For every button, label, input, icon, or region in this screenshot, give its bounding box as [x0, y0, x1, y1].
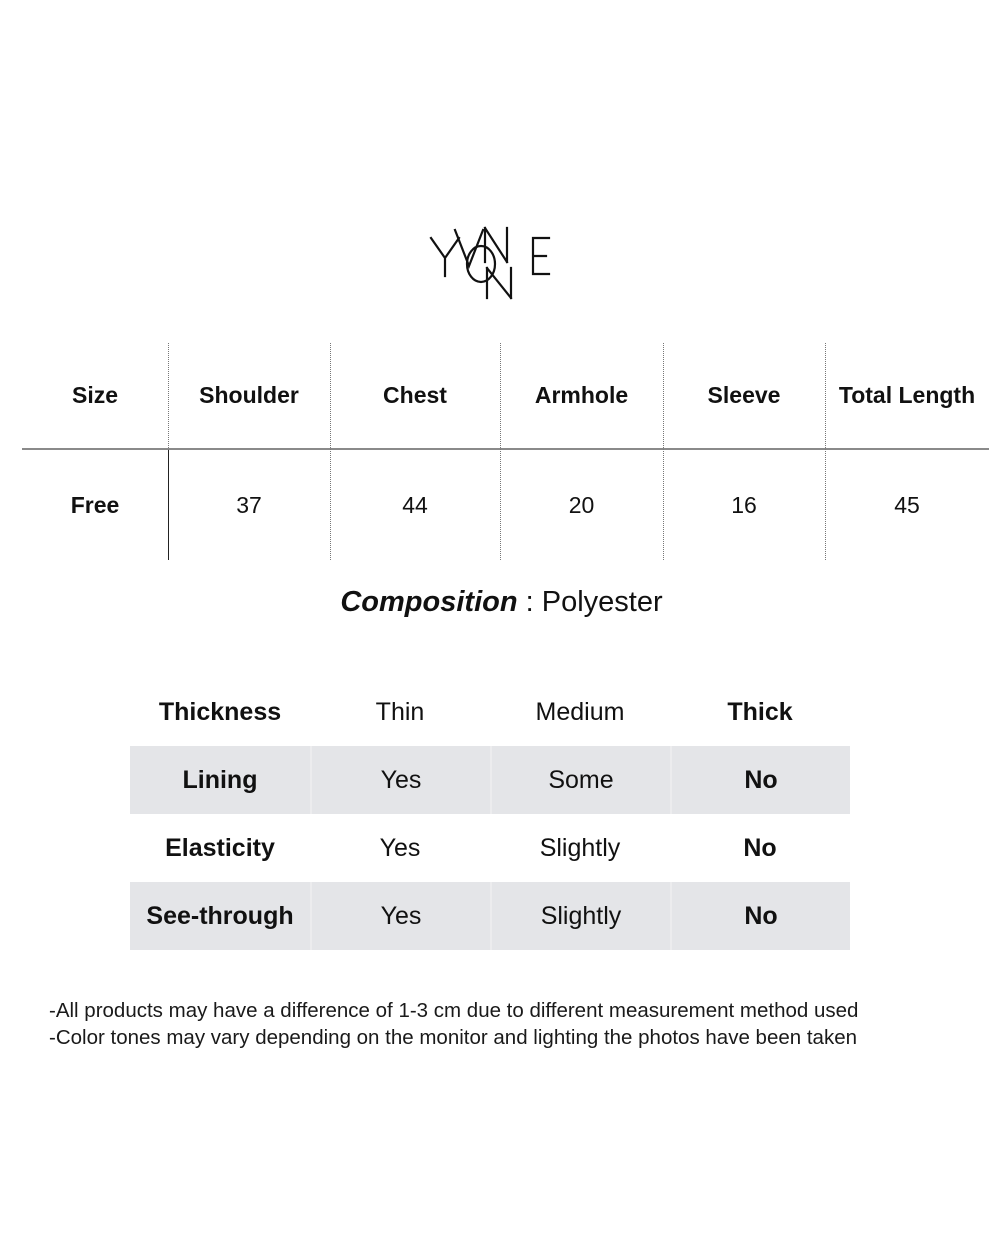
- composition-label: Composition: [340, 586, 518, 618]
- header-sleeve: Sleeve: [707, 382, 781, 408]
- attr-row-lining: [130, 746, 850, 814]
- attr-label-thickness: Thickness: [158, 697, 282, 726]
- attr-label-lining: Lining: [130, 746, 310, 814]
- attr-option: Slightly: [539, 833, 621, 862]
- header-armhole: Armhole: [534, 382, 629, 408]
- armhole-value: 20: [568, 491, 595, 518]
- attr-option: Slightly: [490, 882, 670, 950]
- fabric-attributes-table: [130, 678, 850, 950]
- header-chest: Chest: [383, 382, 447, 408]
- column-separator: [500, 343, 501, 560]
- attr-option: Medium: [535, 697, 625, 726]
- column-separator: [825, 343, 826, 560]
- note-measurement: -All products may have a difference of 1-3 cm due to different measurement method used: [49, 999, 859, 1022]
- attr-option-selected: No: [670, 746, 850, 814]
- column-separator: [663, 343, 664, 560]
- attr-option: Yes: [310, 882, 490, 950]
- composition-line: [0, 586, 1003, 619]
- attr-label-elasticity: Elasticity: [165, 833, 275, 862]
- attr-row-thickness: [130, 678, 850, 746]
- attr-row-elasticity: [130, 814, 850, 882]
- attr-option: Yes: [379, 833, 421, 862]
- attr-option: Yes: [310, 746, 490, 814]
- disclaimer-notes: [49, 997, 969, 1051]
- shoulder-value: 37: [236, 491, 262, 518]
- column-separator: [168, 343, 169, 560]
- brand-logo: [425, 218, 555, 308]
- note-color: -Color tones may vary depending on the monitor and lighting the photos have been taken: [49, 1026, 857, 1049]
- header-size: Size: [71, 382, 119, 408]
- size-value: Free: [70, 491, 120, 518]
- total-length-value: 45: [894, 491, 920, 518]
- attr-row-see-through: [130, 882, 850, 950]
- header-shoulder: Shoulder: [199, 382, 299, 408]
- attr-option-selected: Thick: [727, 697, 793, 726]
- attr-option: Thin: [375, 697, 425, 726]
- column-separator: [330, 343, 331, 560]
- attr-option-selected: No: [743, 833, 777, 862]
- composition-separator: :: [517, 586, 542, 618]
- attr-option: Some: [490, 746, 670, 814]
- brand-logo-mark: [425, 218, 555, 308]
- header-total-length: Total Length: [838, 382, 976, 408]
- chest-value: 44: [402, 491, 428, 518]
- attr-label-see-through: See-through: [130, 882, 310, 950]
- composition-value: Polyester: [541, 586, 663, 618]
- sleeve-value: 16: [731, 491, 757, 518]
- size-table: [22, 343, 989, 560]
- attr-option-selected: No: [670, 882, 850, 950]
